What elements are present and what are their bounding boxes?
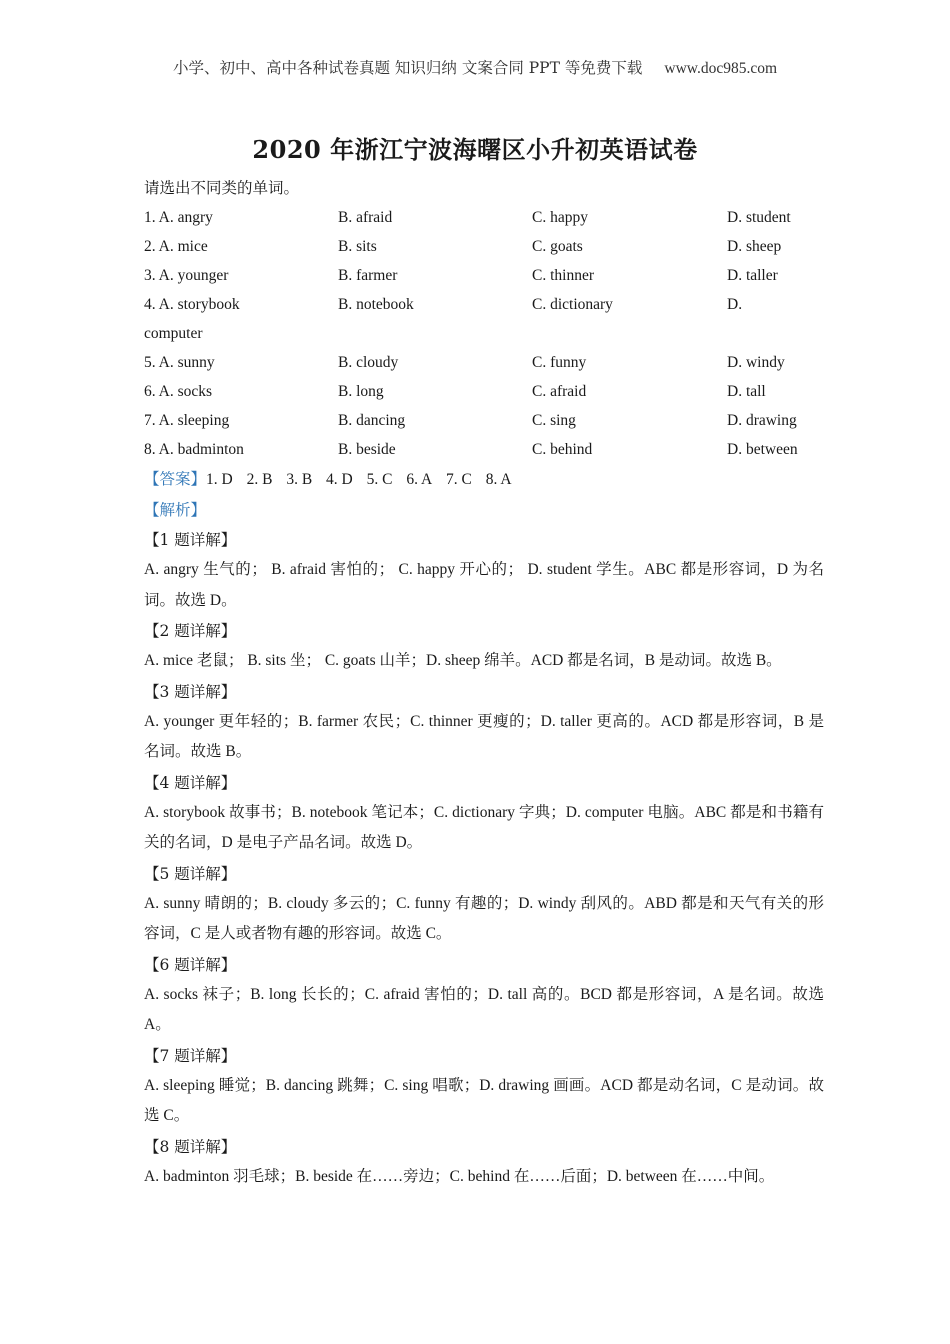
option-b: B. farmer [338, 267, 398, 284]
option-a: 7. A. sleeping [144, 412, 230, 429]
question-row [144, 348, 824, 377]
answer-item: 2. B [246, 471, 273, 488]
option-d-wrap: computer [144, 325, 203, 342]
header-text: 小学、初中、高中各种试卷真题 知识归纳 文案合同 PPT 等免费下载 [172, 59, 643, 77]
option-a: 1. A. angry [144, 209, 213, 226]
answer-item: 7. C [446, 471, 472, 488]
question-row [144, 232, 824, 261]
option-c: C. funny [532, 354, 587, 371]
option-b: B. beside [338, 441, 396, 458]
detail-heading: 【6 题详解】 [144, 955, 237, 974]
option-b: B. cloudy [338, 354, 399, 371]
option-c: C. behind [532, 441, 593, 458]
option-c: C. dictionary [532, 296, 613, 313]
option-a: 8. A. badminton [144, 441, 244, 458]
detail-text: A. younger 更年轻的；B. farmer 农民；C. thinner 更瘦的；D. taller 更高的。ACD 都是形容词，B 是名词。故选 B。 [144, 712, 824, 760]
detail-heading: 【3 题详解】 [144, 682, 237, 701]
answer-line [144, 465, 824, 495]
detail-heading: 【8 题详解】 [144, 1137, 237, 1156]
detail-text: A. angry 生气的； B. afraid 害怕的； C. happy 开心的； D. student 学生。ABC 都是形容词，D 为名词。故选 D。 [144, 561, 824, 609]
option-a: 3. A. younger [144, 267, 229, 284]
option-c: C. afraid [532, 383, 587, 400]
option-b: B. notebook [338, 296, 414, 313]
answer-item: 5. C [366, 471, 393, 488]
page-title: 2020 年浙江宁波海曙区小升初英语试卷 [252, 135, 698, 164]
detail-block [144, 1041, 824, 1132]
detail-block [144, 950, 824, 1041]
option-d: D. tall [727, 383, 766, 400]
question-row [144, 377, 824, 406]
question-row [144, 290, 824, 319]
detail-text: A. socks 袜子；B. long 长长的；C. afraid 害怕的；D. tall 高的。BCD 都是形容词，A 是名词。故选 A。 [144, 985, 824, 1033]
question-row [144, 435, 824, 464]
page-header [0, 56, 950, 78]
detail-block [144, 677, 824, 768]
detail-heading: 【7 题详解】 [144, 1046, 237, 1065]
answer-item: 6. A [406, 471, 433, 488]
answer-label: 【答案】 [144, 471, 207, 488]
option-d: D. student [727, 209, 791, 226]
option-b: B. long [338, 383, 384, 400]
analysis-label: 【解析】 [144, 501, 207, 519]
answer-item: 4. D [326, 471, 353, 488]
detail-text: A. sunny 晴朗的；B. cloudy 多云的；C. funny 有趣的；D. windy 刮风的。ABD 都是和天气有关的形容词，C 是人或者物有趣的形容词。故选 C。 [144, 894, 824, 942]
option-b: B. afraid [338, 209, 393, 226]
option-c: C. thinner [532, 267, 594, 284]
option-a: 4. A. storybook [144, 296, 240, 313]
detail-heading: 【4 题详解】 [144, 773, 237, 792]
answer-item: 3. B [286, 471, 313, 488]
instruction: 请选出不同类的单词。 [144, 179, 300, 197]
detail-text: A. storybook 故事书；B. notebook 笔记本；C. dictionary 字典；D. computer 电脑。ABC 都是和书籍有关的名词，D 是电子产品名词。故选 D。 [144, 803, 824, 851]
option-d: D. [727, 296, 743, 313]
option-d: D. taller [727, 267, 778, 284]
option-d: D. drawing [727, 412, 797, 429]
header-url[interactable]: www.doc985.com [664, 60, 778, 77]
detail-heading: 【5 题详解】 [144, 864, 237, 883]
detail-text: A. sleeping 睡觉；B. dancing 跳舞；C. sing 唱歌；D. drawing 画画。ACD 都是动名词，C 是动词。故选 C。 [144, 1076, 824, 1124]
detail-block [144, 1132, 824, 1193]
question-row [144, 203, 824, 232]
detail-block [144, 768, 824, 859]
document-body [144, 174, 824, 1192]
option-a: 6. A. socks [144, 383, 213, 400]
question-list [144, 203, 824, 464]
question-row-wrap [144, 319, 824, 348]
detail-block [144, 616, 824, 677]
question-row [144, 406, 824, 435]
option-b: B. sits [338, 238, 377, 255]
option-a: 2. A. mice [144, 238, 208, 255]
detail-block [144, 859, 824, 950]
detail-block [144, 525, 824, 616]
question-row [144, 261, 824, 290]
option-d: D. windy [727, 354, 785, 371]
option-a: 5. A. sunny [144, 354, 215, 371]
option-d: D. between [727, 441, 798, 458]
detail-text: A. badminton 羽毛球；B. beside 在……旁边；C. behind 在……后面；D. between 在……中间。 [144, 1167, 775, 1185]
detail-heading: 【2 题详解】 [144, 622, 237, 640]
option-c: C. happy [532, 209, 588, 226]
answer-item: 1. D [206, 471, 233, 488]
option-c: C. goats [532, 238, 583, 255]
option-b: B. dancing [338, 412, 406, 429]
answer-item: 8. A [485, 471, 512, 488]
detail-heading: 【1 题详解】 [144, 531, 237, 549]
option-d: D. sheep [727, 238, 782, 255]
detail-text: A. mice 老鼠； B. sits 坐； C. goats 山羊；D. sheep 绵羊。ACD 都是名词，B 是动词。故选 B。 [144, 652, 782, 669]
option-c: C. sing [532, 412, 576, 429]
